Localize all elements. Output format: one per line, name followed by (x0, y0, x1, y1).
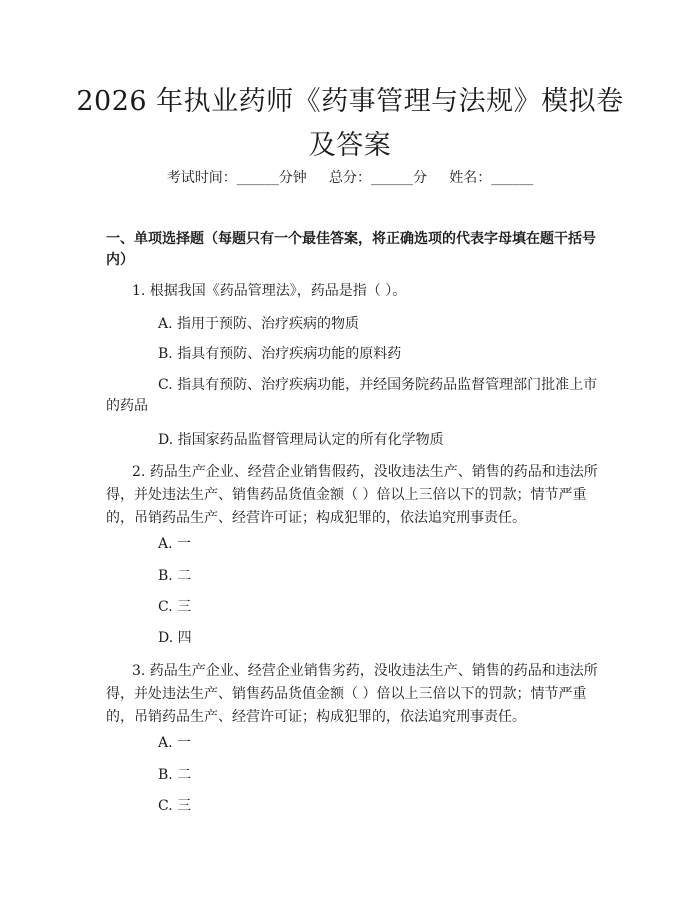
question-2-stem: 2. 药品生产企业、经营企业销售假药，没收违法生产、销售的药品和违法所得，并处违法生产、销售药品货值金额（ ）倍以上三倍以下的罚款；情节严重的，吊销药品生产、经营许可证；构成犯罪的，依法追究刑事责任。 (106, 464, 598, 526)
title-line-1: 2026 年执业药师《药事管理与法规》模拟卷 (76, 86, 624, 117)
question-3-option-a: A. 一 (158, 735, 192, 751)
question-3-stem: 3. 药品生产企业、经营企业销售劣药，没收违法生产、销售的药品和违法所得，并处违法生产、销售药品货值金额（ ）倍以上三倍以下的罚款；情节严重的，吊销药品生产、经营许可证；构成犯罪的，依法追究刑事责任。 (106, 663, 598, 725)
question-1-option-c: C. 指具有预防、治疗疾病功能，并经国务院药品监督管理部门批准上市的药品 (106, 377, 598, 414)
question-1-option-d: D. 指国家药品监督管理局认定的所有化学物质 (158, 432, 444, 448)
document-title (0, 80, 700, 168)
question-3-option-b: B. 二 (158, 767, 192, 783)
question-2-option-a: A. 一 (158, 536, 192, 552)
question-1-option-b: B. 指具有预防、治疗疾病功能的原料药 (158, 346, 402, 362)
question-2-option-b: B. 二 (158, 568, 192, 584)
question-1-option-a: A. 指用于预防、治疗疾病的物质 (158, 316, 360, 332)
title-line-2: 及答案 (308, 130, 392, 161)
question-2-option-c: C. 三 (158, 599, 192, 615)
question-1-stem: 1. 根据我国《药品管理法》，药品是指（ ）。 (132, 283, 407, 299)
question-3-option-c: C. 三 (158, 798, 192, 814)
question-2-option-d: D. 四 (158, 630, 192, 646)
exam-info: 考试时间：______分钟 总分：______分 姓名：______ (166, 170, 534, 186)
section-heading: 一、单项选择题（每题只有一个最佳答案，将正确选项的代表字母填在题干括号内） (106, 231, 596, 268)
